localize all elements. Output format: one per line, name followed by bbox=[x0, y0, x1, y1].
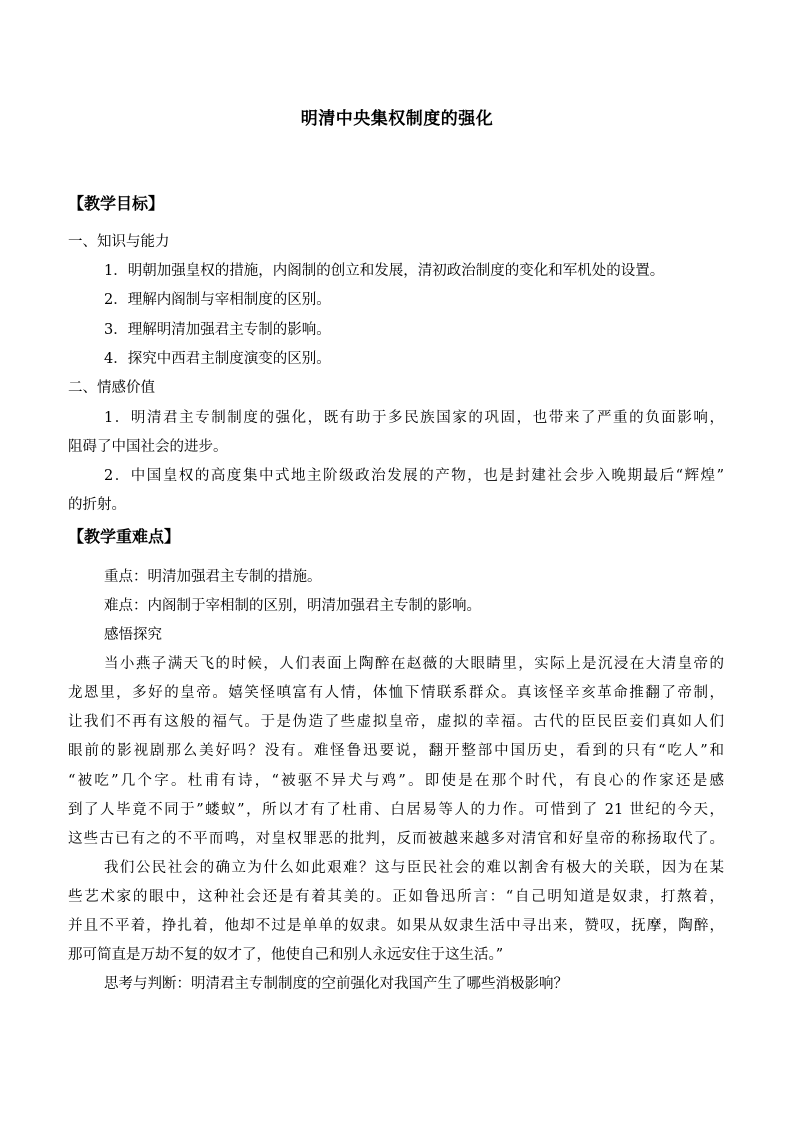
inquiry-label: 感悟探究 bbox=[104, 627, 162, 643]
paragraph-line: 到了人毕竟不同于”蝼蚁”，所以才有了杜甫、白居易等人的力作。可惜到了 21 世纪的今天， bbox=[68, 802, 724, 818]
section-heading-key-difficult-points: 【教学重难点】 bbox=[68, 527, 181, 546]
paragraph-line: 眼前的影视剧那么美好吗？没有。难怪鲁迅要说，翻开整部中国历史，看到的只有“吃人”和 bbox=[68, 743, 724, 759]
difficult-point: 难点：内阁制于宰相制的区别，明清加强君主专制的影响。 bbox=[104, 598, 481, 614]
subheading-emotional-values: 二、情感价值 bbox=[68, 380, 155, 396]
value-item-line: 2．中国皇权的高度集中式地主阶级政治发展的产物，也是封建社会步入晚期最后“辉煌” bbox=[104, 468, 724, 484]
goal-item: 1．明朝加强皇权的措施，内阁制的创立和发展，清初政治制度的变化和军机处的设置。 bbox=[104, 263, 665, 279]
paragraph-line: 龙恩里，多好的皇帝。嬉笑怪嗔富有人情，体恤下情联系群众。真该怪辛亥革命推翻了帝制， bbox=[68, 685, 724, 701]
paragraph-line: 当小燕子满天飞的时候，人们表面上陶醉在赵薇的大眼睛里，实际上是沉浸在大清皇帝的 bbox=[104, 656, 724, 672]
value-item-line: 的折射。 bbox=[68, 497, 126, 513]
goal-item: 2．理解内阁制与宰相制度的区别。 bbox=[104, 292, 331, 308]
paragraph-line: 些艺术家的眼中，这种社会还是有着其美的。正如鲁迅所言：“自己明知道是奴隶，打熬着， bbox=[68, 889, 724, 905]
goal-item: 4．探究中西君主制度演变的区别。 bbox=[104, 351, 331, 367]
paragraph-line: 我们公民社会的确立为什么如此艰难？这与臣民社会的难以割舍有极大的关联，因为在某 bbox=[104, 860, 724, 876]
paragraph-line: 那可简直是万劫不复的奴才了，他使自己和别人永远安住于这生活。” bbox=[68, 947, 504, 963]
key-point: 重点：明清加强君主专制的措施。 bbox=[104, 569, 322, 585]
paragraph-line: 并且不平着，挣扎着，他却不过是单单的奴隶。如果从奴隶生活中寻出来，赞叹，抚摩，陶醉， bbox=[68, 918, 724, 934]
goal-item: 3．理解明清加强君主专制的影响。 bbox=[104, 322, 331, 338]
value-item-line: 1．明清君主专制制度的强化，既有助于多民族国家的巩固，也带来了严重的负面影响， bbox=[104, 410, 724, 426]
paragraph-line: “被吃”几个字。杜甫有诗，“被驱不异犬与鸡”。即使是在那个时代，有良心的作家还是感 bbox=[68, 773, 724, 789]
value-item-line: 阻碍了中国社会的进步。 bbox=[68, 439, 228, 455]
paragraph-line: 这些古已有之的不平而鸣，对皇权罪恶的批判，反而被越来越多对清官和好皇帝的称扬取代了。 bbox=[68, 831, 724, 847]
subheading-knowledge-ability: 一、知识与能力 bbox=[68, 234, 170, 250]
section-heading-teaching-goals: 【教学目标】 bbox=[68, 194, 165, 213]
page-title: 明清中央集权制度的强化 bbox=[300, 109, 494, 129]
reflection-question: 思考与判断：明清君主专制制度的空前强化对我国产生了哪些消极影响？ bbox=[104, 976, 568, 992]
paragraph-line: 让我们不再有这般的福气。于是伪造了些虚拟皇帝，虚拟的幸福。古代的臣民臣妾们真如人们 bbox=[68, 714, 724, 730]
